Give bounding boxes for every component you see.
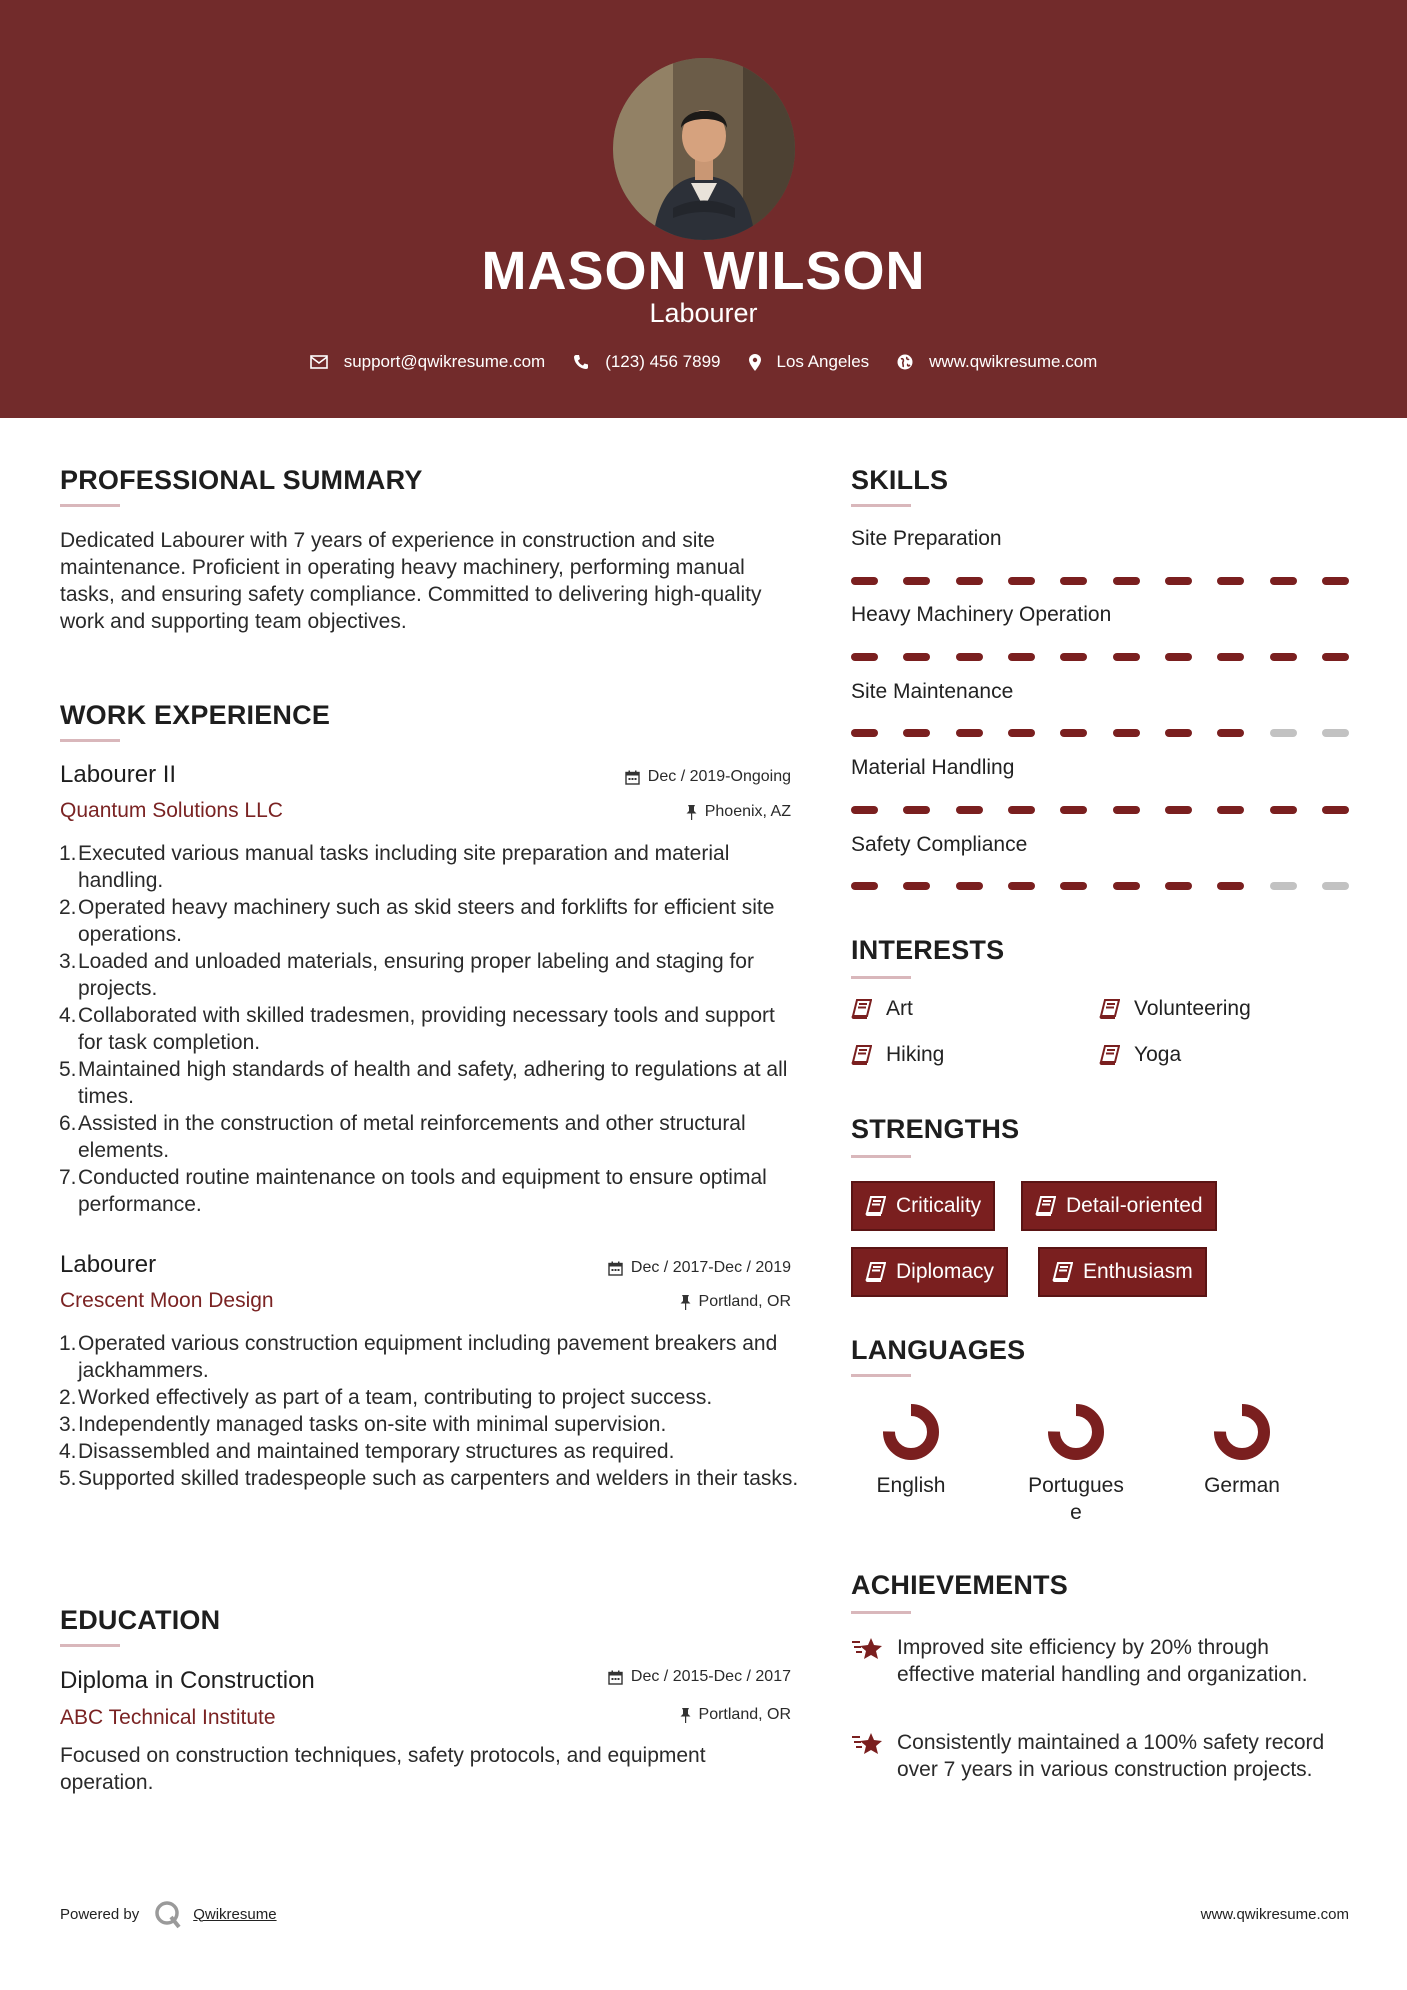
contact-website-text: www.qwikresume.com <box>929 352 1098 371</box>
skill-segment-filled <box>1217 729 1244 737</box>
globe-icon <box>897 354 913 370</box>
list-item: 7. Conducted routine maintenance on tools and equipment to ensure optimal performance. <box>59 1166 767 1216</box>
skill-segment-filled <box>1008 653 1035 661</box>
job-location-2 <box>500 1293 791 1311</box>
calendar-icon <box>608 1670 623 1685</box>
skill-segment-filled <box>1060 729 1087 737</box>
education-underline <box>60 1644 120 1647</box>
skill-name-4: Material Handling <box>851 756 1015 779</box>
skill-segment-filled <box>903 806 930 814</box>
list-item: 1. Operated various construction equipment including pavement breakers and jackhammers. <box>59 1332 778 1382</box>
languages-underline <box>851 1374 911 1377</box>
resume-header <box>0 0 1407 418</box>
book-icon <box>1035 1196 1056 1216</box>
strength-label: Enthusiasm <box>1083 1260 1193 1283</box>
skill-segment-filled <box>1217 653 1244 661</box>
qwikresume-link[interactable]: Qwikresume <box>193 1905 277 1923</box>
skill-segment-filled <box>1217 577 1244 585</box>
interest-item-art <box>851 997 913 1021</box>
education-date-text: Dec / 2015-Dec / 2017 <box>630 1668 791 1685</box>
book-icon <box>1052 1262 1073 1282</box>
language-progress-ring-icon <box>881 1402 941 1462</box>
experience-heading: WORK EXPERIENCE <box>60 700 331 730</box>
skills-underline <box>851 504 911 507</box>
skill-segment-filled <box>1217 806 1244 814</box>
list-item: 2. Operated heavy machinery such as skid steers and forklifts for efficient site operations. <box>59 896 775 946</box>
achievements-heading: ACHIEVEMENTS <box>851 1570 1068 1600</box>
phone-icon <box>573 354 589 370</box>
skill-segment-filled <box>1165 806 1192 814</box>
job-location-text-2: Portland, OR <box>698 1293 791 1310</box>
skill-segment-filled <box>1060 653 1087 661</box>
strengths-underline <box>851 1155 911 1158</box>
job-bullets-1 <box>60 840 800 1218</box>
skill-segment-filled <box>956 729 983 737</box>
job-date-text-1: Dec / 2019-Ongoing <box>647 768 791 785</box>
skill-segment-filled <box>851 729 878 737</box>
interest-item-hiking <box>851 1043 944 1067</box>
skill-segment-filled <box>956 806 983 814</box>
language-progress-ring-icon <box>1212 1402 1272 1462</box>
job-date-2 <box>480 1259 791 1277</box>
education-location <box>500 1706 791 1724</box>
footer-powered-by <box>60 1899 277 1929</box>
language-german <box>1182 1402 1302 1499</box>
list-item: 4. Collaborated with skilled tradesmen, providing necessary tools and support for task completion. <box>59 1004 775 1054</box>
qwikresume-logo-icon <box>153 1899 183 1929</box>
skill-segment-filled <box>903 653 930 661</box>
contact-location <box>749 352 870 372</box>
skill-name-1: Site Preparation <box>851 527 1002 550</box>
skill-segment-filled <box>851 653 878 661</box>
languages-heading: LANGUAGES <box>851 1335 1026 1365</box>
language-english <box>851 1402 971 1499</box>
skill-segment-filled <box>1322 577 1349 585</box>
list-item: 5. Supported skilled tradespeople such as carpenters and welders in their tasks. <box>59 1467 799 1490</box>
achievement-text: Consistently maintained a 100% safety record over 7 years in various construction projects. <box>897 1731 1325 1781</box>
skill-segment-filled <box>1322 653 1349 661</box>
education-date <box>480 1668 791 1686</box>
list-item: 3. Loaded and unloaded materials, ensuring proper labeling and staging for projects. <box>59 950 754 1000</box>
contact-website[interactable] <box>897 352 1097 372</box>
job-title-2: Labourer <box>60 1251 157 1278</box>
footer-website[interactable]: www.qwikresume.com <box>1200 1906 1349 1923</box>
education-description: Focused on construction techniques, safety protocols, and equipment operation. <box>60 1744 706 1794</box>
skill-rating-5 <box>851 882 1349 890</box>
interest-label: Hiking <box>886 1043 945 1066</box>
job-bullets-2 <box>60 1330 800 1492</box>
skill-segment-filled <box>1008 806 1035 814</box>
skill-rating-3 <box>851 729 1349 737</box>
contact-location-text: Los Angeles <box>776 352 870 371</box>
skill-segment-filled <box>1113 806 1140 814</box>
book-icon <box>865 1262 886 1282</box>
pushpin-icon <box>680 1708 691 1723</box>
skill-segment-empty <box>1270 729 1297 737</box>
map-marker-icon <box>749 354 761 371</box>
calendar-icon <box>625 770 640 785</box>
achievement-item-1 <box>851 1634 1351 1688</box>
candidate-name: MASON WILSON <box>481 241 926 301</box>
skill-rating-1 <box>851 577 1349 585</box>
skill-segment-filled <box>1113 577 1140 585</box>
summary-text: Dedicated Labourer with 7 years of experience in construction and site maintenance. Proficient in operating heavy machinery, performing manual tasks, and ensuring safety compliance. Committed to delivering high-quality work and supporting team objectives. <box>60 529 762 633</box>
job-location-text-1: Phoenix, AZ <box>704 803 791 820</box>
skill-name-5: Safety Compliance <box>851 833 1028 856</box>
skill-segment-filled <box>1165 653 1192 661</box>
contact-email-text: support@qwikresume.com <box>343 352 546 371</box>
education-school: ABC Technical Institute <box>60 1706 276 1729</box>
skill-segment-filled <box>1060 882 1087 890</box>
book-icon <box>851 1045 872 1065</box>
language-progress-ring-icon <box>1046 1402 1106 1462</box>
skill-rating-4 <box>851 806 1349 814</box>
skill-rating-2 <box>851 653 1349 661</box>
skill-name-3: Site Maintenance <box>851 680 1014 703</box>
list-item: 2. Worked effectively as part of a team, contributing to project success. <box>59 1386 713 1409</box>
contact-phone[interactable] <box>573 352 720 372</box>
list-item: 5. Maintained high standards of health and safety, adhering to regulations at all times. <box>59 1058 788 1108</box>
skill-segment-filled <box>903 577 930 585</box>
interests-underline <box>851 976 911 979</box>
strength-tag-criticality <box>851 1181 995 1231</box>
list-item: 6. Assisted in the construction of metal reinforcements and other structural elements. <box>59 1112 746 1162</box>
star-icon <box>851 1731 883 1757</box>
envelope-icon <box>310 355 328 369</box>
strength-tag-diplomacy <box>851 1247 1008 1297</box>
skill-segment-filled <box>851 806 878 814</box>
interest-label: Volunteering <box>1134 997 1251 1020</box>
skill-segment-filled <box>1008 729 1035 737</box>
book-icon <box>865 1196 886 1216</box>
skill-segment-filled <box>1113 882 1140 890</box>
strengths-heading: STRENGTHS <box>851 1114 1020 1144</box>
book-icon <box>1099 999 1120 1019</box>
education-location-text: Portland, OR <box>698 1706 791 1723</box>
education-degree: Diploma in Construction <box>60 1667 315 1694</box>
skill-segment-filled <box>851 577 878 585</box>
job-date-text-2: Dec / 2017-Dec / 2019 <box>630 1259 791 1276</box>
job-date-1 <box>500 768 791 786</box>
skill-segment-filled <box>956 882 983 890</box>
achievement-item-2 <box>851 1729 1351 1783</box>
skill-segment-filled <box>956 577 983 585</box>
interest-label: Art <box>886 997 913 1020</box>
job-title-1: Labourer II <box>60 761 177 788</box>
contact-email[interactable] <box>310 352 546 372</box>
skill-segment-filled <box>1270 806 1297 814</box>
job-company-2: Crescent Moon Design <box>60 1289 274 1312</box>
strength-tag-detail-oriented <box>1021 1181 1217 1231</box>
skill-segment-filled <box>1165 729 1192 737</box>
book-icon <box>851 999 872 1019</box>
skills-heading: SKILLS <box>851 465 949 495</box>
profile-photo <box>613 58 795 240</box>
skill-segment-filled <box>1217 882 1244 890</box>
skill-segment-filled <box>1060 577 1087 585</box>
interest-item-yoga <box>1099 1043 1181 1067</box>
language-label: German <box>1204 1474 1280 1497</box>
list-item: 3. Independently managed tasks on-site with minimal supervision. <box>59 1413 667 1436</box>
profile-photo-illustration <box>613 58 795 240</box>
skill-segment-filled <box>1270 653 1297 661</box>
skill-segment-filled <box>956 653 983 661</box>
strength-tag-enthusiasm <box>1038 1247 1207 1297</box>
skill-segment-filled <box>1113 729 1140 737</box>
interest-label: Yoga <box>1134 1043 1182 1066</box>
achievements-underline <box>851 1611 911 1614</box>
language-label-wrap: e <box>1070 1501 1082 1524</box>
star-icon <box>851 1636 883 1662</box>
skill-segment-filled <box>1322 806 1349 814</box>
skill-segment-filled <box>851 882 878 890</box>
interest-item-volunteering <box>1099 997 1251 1021</box>
language-label: Portugues <box>1028 1474 1124 1497</box>
experience-underline <box>60 739 120 742</box>
contact-phone-text: (123) 456 7899 <box>605 352 721 371</box>
job-location-1 <box>500 803 791 821</box>
skill-segment-empty <box>1322 729 1349 737</box>
skill-segment-filled <box>1113 653 1140 661</box>
skill-segment-filled <box>1008 577 1035 585</box>
candidate-role: Labourer <box>649 298 758 328</box>
achievement-text: Improved site efficiency by 20% through effective material handling and organization. <box>897 1636 1308 1686</box>
skill-segment-filled <box>903 729 930 737</box>
summary-heading: PROFESSIONAL SUMMARY <box>60 465 423 495</box>
pushpin-icon <box>680 1295 691 1310</box>
list-item: 1. Executed various manual tasks including site preparation and material handling. <box>59 842 730 892</box>
contact-bar <box>0 352 1407 372</box>
job-company-1: Quantum Solutions LLC <box>60 799 283 822</box>
skill-segment-filled <box>1165 882 1192 890</box>
skill-segment-filled <box>1008 882 1035 890</box>
summary-underline <box>60 504 120 507</box>
skill-segment-empty <box>1270 882 1297 890</box>
powered-by-label: Powered by <box>60 1905 140 1923</box>
skill-segment-filled <box>903 882 930 890</box>
list-item: 4. Disassembled and maintained temporary structures as required. <box>59 1440 675 1463</box>
calendar-icon <box>608 1261 623 1276</box>
strength-label: Diplomacy <box>896 1260 995 1283</box>
interests-heading: INTERESTS <box>851 935 1005 965</box>
skill-segment-filled <box>1060 806 1087 814</box>
strength-label: Detail-oriented <box>1066 1194 1203 1217</box>
education-heading: EDUCATION <box>60 1605 221 1635</box>
skill-segment-filled <box>1165 577 1192 585</box>
skill-segment-filled <box>1270 577 1297 585</box>
pushpin-icon <box>686 805 697 820</box>
book-icon <box>1099 1045 1120 1065</box>
strength-label: Criticality <box>896 1194 982 1217</box>
skill-name-2: Heavy Machinery Operation <box>851 603 1112 626</box>
skill-segment-empty <box>1322 882 1349 890</box>
language-label: English <box>876 1474 946 1497</box>
language-portuguese <box>1016 1402 1136 1526</box>
